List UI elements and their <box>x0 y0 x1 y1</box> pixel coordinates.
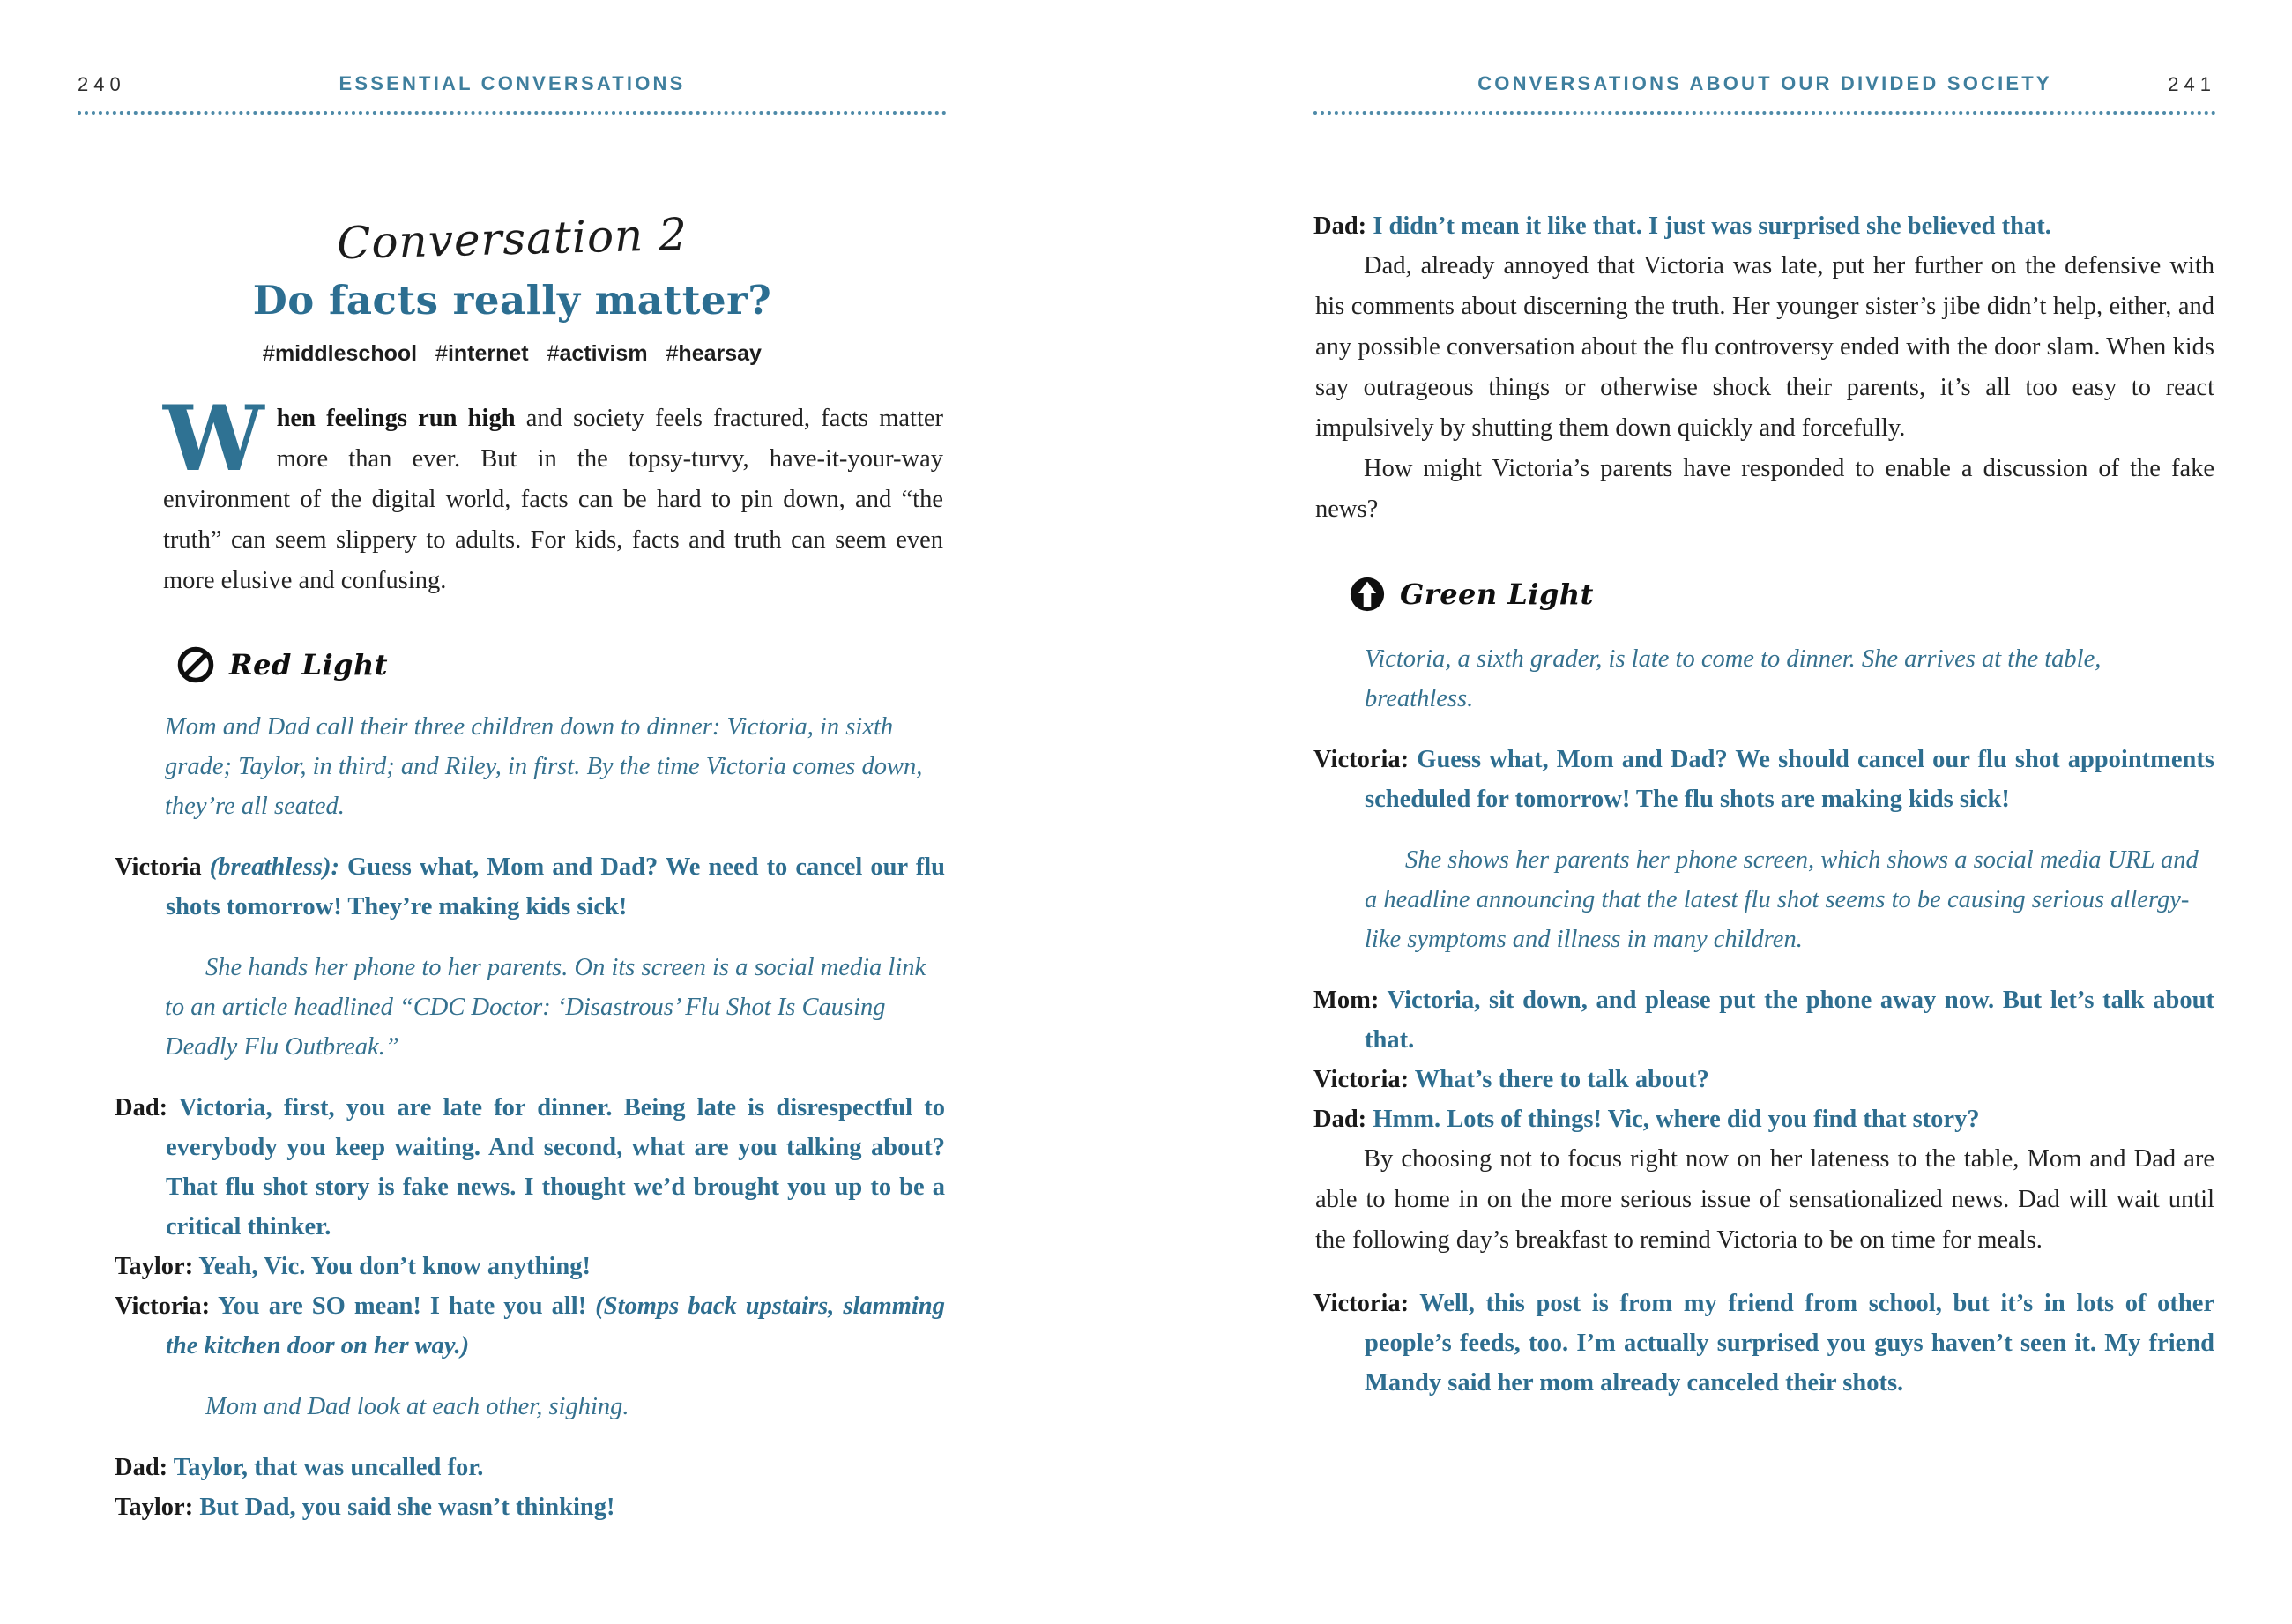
speaker-name: Dad: <box>1313 1106 1367 1133</box>
hashtag <box>666 341 762 366</box>
dialogue-line <box>1313 1099 2214 1139</box>
dialogue-line <box>1313 1060 2214 1099</box>
page-left <box>78 0 947 1527</box>
speaker-name: Taylor: <box>115 1253 194 1280</box>
drop-cap: W <box>163 386 264 492</box>
dialogue-text: What’s there to talk about? <box>1409 1066 1709 1093</box>
hash-symbol: # <box>263 341 275 366</box>
running-head-left: ESSENTIAL CONVERSATIONS <box>339 72 686 94</box>
dialogue-text: Victoria, sit down, and please put the phone away now. But let’s talk about that. <box>1365 987 2214 1054</box>
hash-symbol: # <box>666 341 679 366</box>
hashtag-word: internet <box>447 341 529 366</box>
dialogue-text: Guess what, Mom and Dad? We should cancel our flu shot appointments scheduled for tomorrow! The flu shots are making kids sick! <box>1365 746 2214 813</box>
dialogue-line <box>115 1448 945 1487</box>
page-right <box>1313 0 2216 1403</box>
page-number-left: 240 <box>78 73 126 95</box>
speaker-name: Victoria: <box>1313 746 1410 773</box>
dialogue-line <box>115 1286 945 1366</box>
narration-paragraph: Dad, already annoyed that Victoria was late, put her further on the defensive with his comments about discerning the truth. Her younger sister’s jibe didn’t help, either, and any possible conversation about the flu controversy ended with the door slam. When kids say outrageous things or otherwise shock their parents, it’s all too easy to react impulsively by shutting them down quickly and forcefully. <box>1315 252 2214 442</box>
dialogue-text: But Dad, you said she wasn’t thinking! <box>193 1494 615 1521</box>
hash-symbol: # <box>435 341 448 366</box>
intro-lead-bold: hen feelings run high <box>276 405 516 432</box>
dialogue-line <box>115 847 945 927</box>
hashtag-word: middleschool <box>274 341 418 366</box>
dialogue-text: Hmm. Lots of things! Vic, where did you find that story? <box>1366 1106 1980 1133</box>
dialogue-line <box>1313 1284 2214 1403</box>
speaker-name: Victoria: <box>1313 1290 1410 1317</box>
speaker-name: Dad: <box>115 1094 168 1121</box>
page-header-left <box>78 72 947 115</box>
dialogue-line <box>115 1487 945 1527</box>
intro-text: and society feels fractured, facts matter more than ever. But in the topsy-turvy, have-it-your-way environment of the digital world, facts can be hard to pin down, and “the truth” can seem slippery to adults. For kids, facts and truth can seem even more elusive and confusing. <box>163 405 944 594</box>
red-light-section-header <box>176 645 947 684</box>
no-entry-icon <box>176 645 215 684</box>
dialogue-text: Taylor, that was uncalled for. <box>167 1454 484 1481</box>
dialogue-line <box>1313 740 2214 819</box>
speaker-aside: (breathless): <box>201 853 339 881</box>
dialogue-text: Well, this post is from my friend from school, but it’s in lots of other people’s feeds, too. I’m actually surprised you guys haven’t seen it. My friend Mandy said her mom already canceled their shots. <box>1365 1290 2214 1397</box>
hash-symbol: # <box>547 341 560 366</box>
speaker-name: Dad: <box>115 1454 168 1481</box>
speaker-name: Mom: <box>1313 987 1380 1014</box>
hashtag-word: hearsay <box>678 341 762 366</box>
green-light-section-header <box>1349 576 2216 613</box>
section-label: Green Light <box>1400 577 1594 611</box>
narration-paragraph: By choosing not to focus right now on her lateness to the table, Mom and Dad are able to home in on the more serious issue of sensationalized news. Dad will wait until the following day’s breakfast to remind Victoria to be on time for meals. <box>1315 1145 2214 1254</box>
narration-paragraph: How might Victoria’s parents have responded to enable a discussion of the fake news? <box>1315 455 2214 523</box>
hashtag-word: activism <box>559 341 648 366</box>
conversation-script-title: Conversation 2 <box>336 208 688 270</box>
speaker-name: Dad: <box>1313 212 1367 240</box>
hashtag-list <box>78 341 947 367</box>
stage-direction: Victoria, a sixth grader, is late to come to dinner. She arrives at the table, breathless. <box>1365 645 2102 712</box>
right-script-blocks <box>1313 206 2216 1403</box>
conversation-title: Do facts really matter? <box>252 277 772 324</box>
running-head-right: CONVERSATIONS ABOUT OUR DIVIDED SOCIETY <box>1477 72 2052 94</box>
stage-direction: She hands her phone to her parents. On its screen is a social media link to an article headlined “CDC Doctor: ‘Disastrous’ Flu Shot Is Causing Deadly Flu Outbreak.” <box>165 954 926 1061</box>
inline-stage-direction: (Stomps back upstairs, slamming the kitchen door on her way.) <box>166 1292 945 1360</box>
stage-direction: Mom and Dad call their three children down to dinner: Victoria, in sixth grade; Taylor, in third; and Riley, in first. By the time Victoria comes down, they’re all seated. <box>165 713 923 820</box>
intro-paragraph <box>163 386 944 601</box>
page-number-right: 241 <box>2168 73 2216 95</box>
dialogue-text: Guess what, Mom and Dad? We need to cancel our flu shots tomorrow! They’re making kids sick! <box>166 853 946 920</box>
dialogue-text: Victoria, first, you are late for dinner. Being late is disrespectful to everybody you keep waiting. And second, what are you talking about? That flu shot story is fake news. I thought we’d brought you up to be a critical thinker. <box>166 1094 945 1240</box>
section-label: Red Light <box>229 648 389 682</box>
hashtag <box>263 341 417 366</box>
page-right-content <box>1313 206 2216 1403</box>
dialogue-line <box>1313 206 2214 246</box>
dialogue-line <box>115 1088 945 1247</box>
dialogue-text: I didn’t mean it like that. I just was surprised she believed that. <box>1366 212 2051 240</box>
left-script-blocks <box>78 645 947 1527</box>
stage-direction: She shows her parents her phone screen, which shows a social media URL and a headline announcing that the latest flu shot seems to be causing serious allergy-like symptoms and illness in many children. <box>1365 846 2199 953</box>
speaker-name: Victoria <box>115 853 202 881</box>
hashtag <box>435 341 529 366</box>
dialogue-line <box>1313 980 2214 1060</box>
speaker-name: Victoria: <box>1313 1066 1410 1093</box>
speaker-name: Taylor: <box>115 1494 194 1521</box>
dialogue-line <box>115 1247 945 1286</box>
page-left-content <box>78 208 947 1527</box>
up-arrow-icon <box>1349 576 1386 613</box>
hashtag <box>547 341 648 366</box>
page-header-right <box>1313 72 2216 115</box>
stage-direction: Mom and Dad look at each other, sighing. <box>205 1393 629 1420</box>
dialogue-text: Yeah, Vic. You don’t know anything! <box>193 1253 592 1280</box>
dialogue-text: You are SO mean! I hate you all! <box>210 1292 587 1320</box>
speaker-name: Victoria: <box>115 1292 211 1320</box>
